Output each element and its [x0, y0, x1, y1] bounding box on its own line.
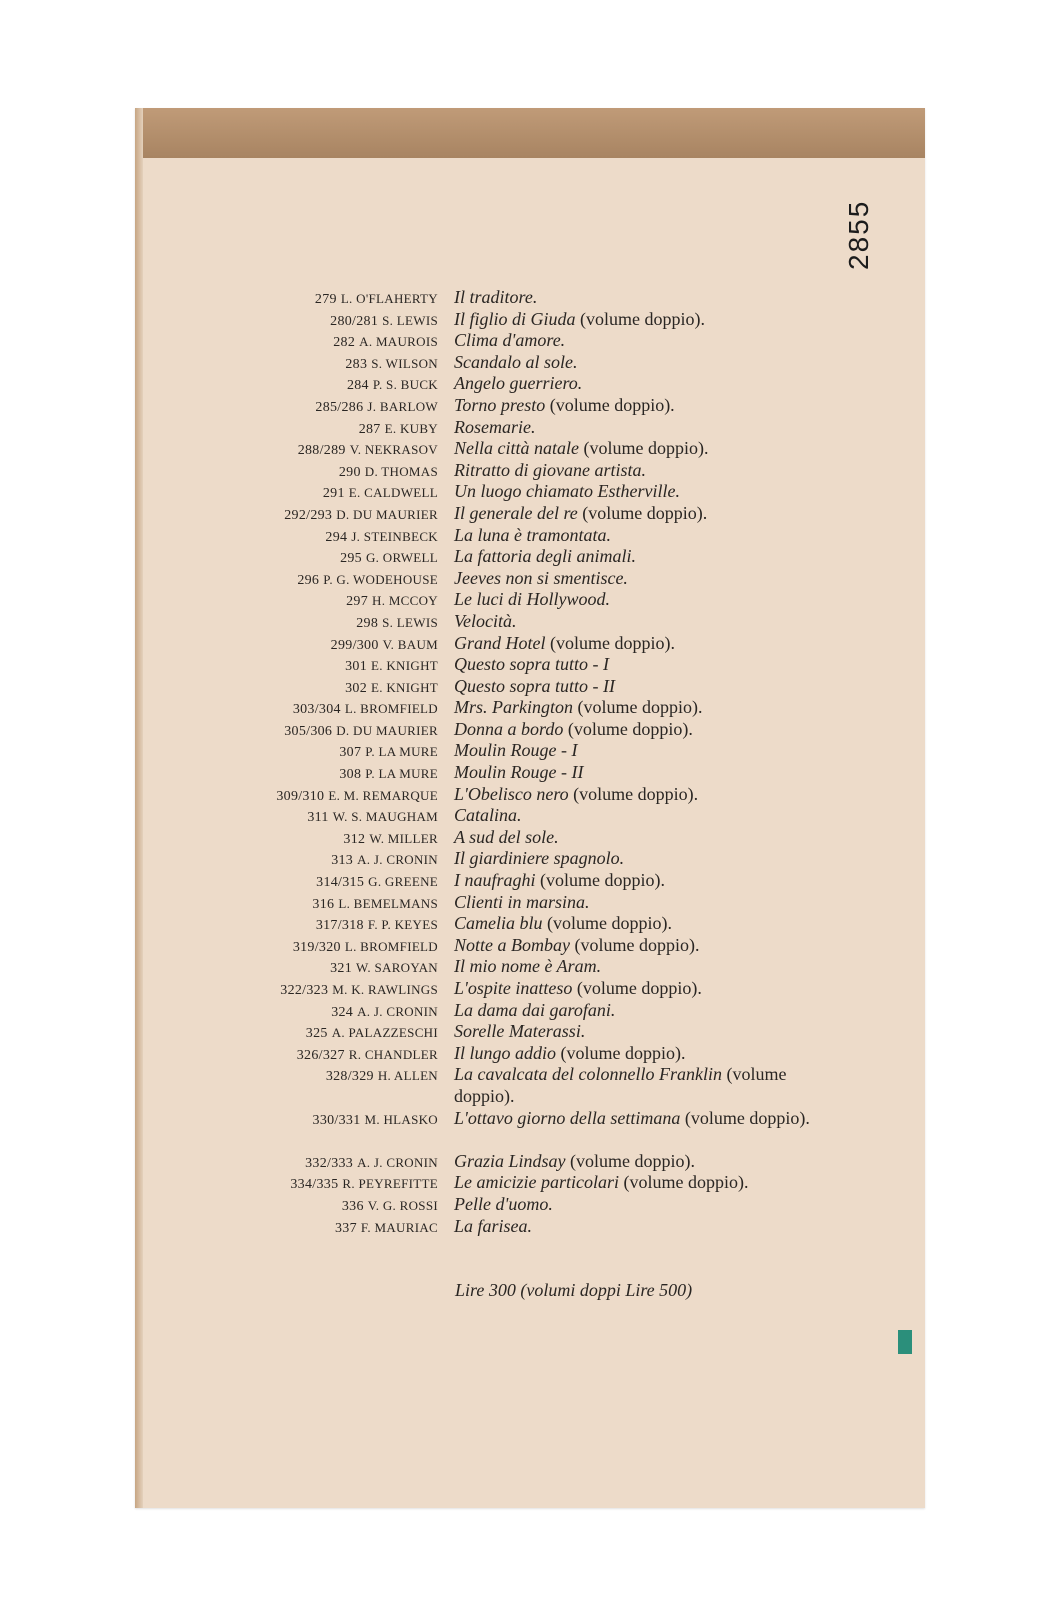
- entry-author: E. CALDWELL: [348, 485, 438, 501]
- entry-number-author: [0, 680, 438, 697]
- entry-number-author: [0, 550, 438, 567]
- entry-title-block: [454, 719, 834, 741]
- entry-author: W. MILLER: [369, 830, 438, 846]
- list-item: [0, 1151, 1054, 1173]
- entry-author: V. BAUM: [382, 636, 438, 652]
- entry-note: (volume doppio).: [582, 502, 708, 523]
- entry-note: (volume doppio).: [684, 1107, 810, 1128]
- entry-title: Le amicizie particolari: [454, 1172, 619, 1193]
- entry-number: 287: [358, 421, 381, 437]
- entry-number: 305/306: [284, 723, 333, 739]
- entry-author: F. P. KEYES: [367, 917, 438, 933]
- entry-number-author: [0, 421, 438, 438]
- entry-title-block: [454, 503, 834, 525]
- entry-author: E. KUBY: [384, 420, 438, 436]
- list-item: [0, 1000, 1054, 1022]
- list-item: [0, 1043, 1054, 1065]
- entry-number: 282: [333, 335, 356, 351]
- entry-number: 294: [325, 529, 348, 545]
- list-item: [0, 1172, 1054, 1194]
- entry-number-author: [0, 507, 438, 524]
- entry-title-block: [454, 1021, 834, 1043]
- entry-number: 326/327: [296, 1047, 345, 1063]
- entry-author: A. J. CRONIN: [357, 852, 438, 868]
- entry-note: (volume doppio).: [454, 1064, 787, 1106]
- entry-author: W. SAROYAN: [356, 960, 438, 976]
- entry-note: (volume doppio).: [567, 718, 693, 739]
- entry-title: Il giardiniere spagnolo.: [454, 848, 625, 869]
- entry-number: 322/323: [280, 983, 329, 998]
- list-item: [0, 1216, 1054, 1238]
- entry-number-author: [0, 1220, 438, 1237]
- entry-number-author: [0, 766, 438, 783]
- entry-author: S. LEWIS: [382, 312, 438, 328]
- entry-title-block: [454, 309, 834, 331]
- entry-number: 302: [345, 680, 368, 696]
- list-item: [0, 848, 1054, 870]
- entry-number-author: [0, 485, 438, 502]
- entry-title-block: [454, 1000, 834, 1022]
- list-item: [0, 913, 1054, 935]
- list-item: [0, 1194, 1054, 1216]
- entry-title-block: [454, 633, 834, 655]
- entry-author: J. STEINBECK: [351, 528, 438, 544]
- entry-title: Il figlio di Giuda: [454, 308, 576, 329]
- entry-number: 297: [346, 594, 369, 610]
- entry-title: Catalina.: [454, 805, 522, 826]
- entry-title: Donna a bordo: [454, 718, 564, 739]
- entry-number-author: [0, 615, 438, 632]
- entry-title-block: [454, 373, 834, 395]
- entry-title-block: [454, 568, 834, 590]
- entry-number: 279: [314, 292, 337, 307]
- entry-title: Grazia Lindsay: [454, 1150, 566, 1171]
- entry-note: (volume doppio).: [547, 913, 672, 934]
- entry-note: (volume doppio).: [540, 870, 665, 891]
- entry-author: A. MAUROIS: [359, 334, 438, 350]
- entry-author: A. PALAZZESCHI: [331, 1025, 438, 1041]
- list-item: [0, 1021, 1054, 1043]
- list-item: [0, 697, 1054, 719]
- entry-number: 292/293: [284, 507, 333, 523]
- entry-title: Il traditore.: [454, 287, 538, 307]
- entry-number-author: [0, 831, 438, 848]
- entry-author: D. DU MAURIER: [336, 722, 438, 738]
- color-marker: [898, 1330, 912, 1354]
- entry-author: W. S. MAUGHAM: [332, 809, 438, 825]
- entry-number: 308: [339, 767, 362, 783]
- entry-title-block: [454, 438, 834, 460]
- entry-title-block: [454, 978, 834, 1000]
- entry-title-block: [454, 1172, 834, 1194]
- entry-number-author: [0, 1198, 438, 1215]
- entry-author: P. S. BUCK: [372, 377, 438, 393]
- entry-number: 332/333: [305, 1155, 354, 1171]
- list-item: [0, 460, 1054, 482]
- entry-number-author: [0, 1176, 438, 1193]
- entry-title: La cavalcata del colonnello Franklin: [454, 1064, 722, 1085]
- entry-number-author: [0, 1155, 438, 1172]
- entry-title-block: [454, 827, 834, 849]
- entry-number: 299/300: [330, 637, 379, 653]
- entry-number: 311: [307, 810, 329, 826]
- entry-author: P. LA MURE: [365, 744, 438, 760]
- entry-title-block: [454, 460, 834, 482]
- entry-number-author: [0, 593, 438, 610]
- entry-number: 312: [343, 831, 366, 847]
- entry-title-block: [454, 848, 834, 870]
- entry-number-author: [0, 572, 438, 589]
- list-item: [0, 309, 1054, 331]
- entry-title: L'ottavo giorno della settimana: [454, 1107, 681, 1128]
- entry-author: A. J. CRONIN: [357, 1154, 438, 1170]
- entry-number: 325: [305, 1026, 328, 1042]
- entry-title: I naufraghi: [454, 870, 536, 891]
- entry-title-block: [454, 546, 834, 568]
- entry-number-author: [0, 1068, 438, 1085]
- entry-title: Mrs. Parkington: [454, 697, 573, 718]
- entry-title-block: [454, 1194, 834, 1216]
- entry-author: V. G. ROSSI: [367, 1197, 438, 1213]
- entry-title: Scandalo al sole.: [454, 351, 578, 372]
- entry-author: J. BARLOW: [367, 398, 438, 414]
- entry-note: (volume doppio).: [560, 1042, 686, 1063]
- entry-number-author: [0, 874, 438, 891]
- entry-author: R. CHANDLER: [348, 1046, 438, 1062]
- entry-note: (volume doppio).: [573, 783, 699, 804]
- entry-title-block: [454, 589, 834, 611]
- entry-note: (volume doppio).: [583, 438, 709, 459]
- list-item: [0, 784, 1054, 806]
- entry-title-block: [454, 935, 834, 957]
- entry-title: Angelo guerriero.: [454, 373, 583, 394]
- entry-title-block: [454, 611, 834, 633]
- entry-title-block: [454, 1108, 834, 1130]
- entry-author: L. BEMELMANS: [338, 895, 438, 911]
- list-item: [0, 654, 1054, 676]
- entry-author: H. ALLEN: [377, 1068, 438, 1084]
- entry-title-block: [454, 740, 834, 762]
- list-item: [0, 827, 1054, 849]
- entry-number-author: [0, 917, 438, 934]
- entry-number: 330/331: [312, 1112, 361, 1128]
- entry-title: Il lungo addio: [454, 1042, 556, 1063]
- entry-number-author: [0, 399, 438, 416]
- entry-title: L'ospite inatteso: [454, 978, 573, 998]
- list-item: [0, 805, 1054, 827]
- entry-number: 295: [340, 551, 362, 567]
- list-item: [0, 719, 1054, 741]
- entry-number-author: [0, 334, 438, 351]
- entry-title: Il generale del re: [454, 502, 578, 523]
- entry-number: 303/304: [292, 702, 341, 718]
- entry-author: E. KNIGHT: [371, 679, 438, 695]
- list-item: [0, 633, 1054, 655]
- list-item: [0, 892, 1054, 914]
- entry-note: (volume doppio).: [576, 978, 702, 998]
- entry-number-author: [0, 637, 438, 654]
- entry-number: 309/310: [276, 788, 325, 804]
- entry-title: Questo sopra tutto - I: [454, 654, 609, 675]
- entry-author: G. GREENE: [368, 874, 438, 890]
- entry-title: Clima d'amore.: [454, 330, 566, 351]
- entry-number-author: [0, 982, 438, 999]
- entry-author: D. THOMAS: [364, 463, 438, 479]
- list-item: [0, 417, 1054, 439]
- list-item: [0, 503, 1054, 525]
- entry-author: L. BROMFIELD: [344, 938, 438, 954]
- entry-title-block: [454, 481, 834, 503]
- list-item: [0, 373, 1054, 395]
- entry-number-author: [0, 442, 438, 459]
- entry-author: L. O'FLAHERTY: [340, 291, 438, 306]
- entry-number: 290: [338, 464, 361, 480]
- entry-number: 307: [339, 745, 362, 761]
- entry-number: 301: [345, 659, 368, 675]
- entry-title: Moulin Rouge - I: [454, 740, 578, 761]
- list-item: [0, 287, 1054, 309]
- list-item: [0, 740, 1054, 762]
- entry-number: 317/318: [315, 918, 364, 934]
- entry-title-block: [454, 805, 834, 827]
- entry-title-block: [454, 395, 834, 417]
- list-item: [0, 676, 1054, 698]
- entry-author: H. MCCOY: [372, 593, 438, 609]
- list-item: [0, 956, 1054, 978]
- entry-number-author: [0, 701, 438, 718]
- list-item: [0, 978, 1054, 1000]
- entry-author: P. G. WODEHOUSE: [323, 571, 438, 587]
- entry-note: (volume doppio).: [577, 697, 703, 718]
- entry-author: S. WILSON: [371, 355, 438, 371]
- entry-number: 296: [297, 572, 320, 588]
- entry-title-block: [454, 784, 834, 806]
- entry-title: La farisea.: [454, 1215, 533, 1236]
- entry-title-block: [454, 676, 834, 698]
- entry-title-block: [454, 956, 834, 978]
- entry-number-author: [0, 1047, 438, 1064]
- entry-author: E. M. REMARQUE: [328, 787, 438, 803]
- entry-number-author: [0, 1112, 438, 1129]
- entry-number: 336: [341, 1198, 364, 1214]
- entry-title: Pelle d'uomo.: [454, 1193, 553, 1214]
- entry-author: F. MAURIAC: [360, 1219, 438, 1235]
- entry-title: Le luci di Hollywood.: [454, 589, 610, 610]
- entry-title: Jeeves non si smentisce.: [454, 567, 628, 588]
- page-top-edge: [135, 108, 925, 158]
- entry-number-author: [0, 744, 438, 761]
- list-item: [0, 352, 1054, 374]
- list-item: [0, 481, 1054, 503]
- entry-title: Un luogo chiamato Estherville.: [454, 481, 680, 502]
- entry-author: V. NEKRASOV: [349, 442, 438, 458]
- entry-title: La fattoria degli animali.: [454, 546, 637, 567]
- entry-title-block: [454, 352, 834, 374]
- entry-number-author: [0, 723, 438, 740]
- entry-title: Grand Hotel: [454, 632, 546, 653]
- entry-number-author: [0, 529, 438, 546]
- entry-number: 319/320: [292, 939, 341, 955]
- entry-number-author: [0, 658, 438, 675]
- entry-title: Torno presto: [454, 394, 546, 415]
- entry-title: A sud del sole.: [454, 826, 559, 847]
- entry-number-author: [0, 377, 438, 394]
- entry-title-block: [454, 762, 834, 784]
- entry-number-author: [0, 313, 438, 330]
- entry-title: Moulin Rouge - II: [454, 762, 584, 783]
- entry-number: 316: [312, 896, 335, 912]
- entry-number: 284: [346, 378, 369, 394]
- entry-author: M. K. RAWLINGS: [332, 982, 438, 997]
- list-item: [0, 1064, 1054, 1107]
- entry-title: Notte a Bombay: [454, 934, 570, 955]
- entry-number: 313: [331, 853, 354, 869]
- list-item: [0, 762, 1054, 784]
- catalog-number: 2855: [843, 199, 874, 270]
- entry-author: S. LEWIS: [382, 614, 438, 630]
- entry-title: Sorelle Materassi.: [454, 1021, 586, 1042]
- entry-number-author: [0, 896, 438, 913]
- entry-note: (volume doppio).: [580, 308, 705, 329]
- entry-title: Camelia blu: [454, 913, 543, 934]
- entry-author: D. DU MAURIER: [336, 506, 438, 522]
- entry-title-block: [454, 525, 834, 547]
- entry-title-block: [454, 1151, 834, 1173]
- entry-note: (volume doppio).: [623, 1172, 749, 1193]
- entry-author: A. J. CRONIN: [357, 1003, 438, 1019]
- entry-number: 291: [322, 486, 345, 502]
- entry-author: E. KNIGHT: [371, 658, 438, 674]
- entry-title: L'Obelisco nero: [454, 783, 569, 804]
- title-list: [0, 287, 1054, 1237]
- entry-title: Il mio nome è Aram.: [454, 956, 602, 977]
- entry-note: (volume doppio).: [550, 632, 675, 653]
- list-item: [0, 611, 1054, 633]
- entry-author: M. HLASKO: [364, 1111, 438, 1127]
- entry-number-author: [0, 809, 438, 826]
- entry-title-block: [454, 892, 834, 914]
- list-item: [0, 330, 1054, 352]
- entry-title: La dama dai garofani.: [454, 999, 616, 1020]
- list-item: [0, 438, 1054, 460]
- entry-number-author: [0, 464, 438, 481]
- entry-title: Ritratto di giovane artista.: [454, 459, 646, 480]
- entry-number-author: [0, 1004, 438, 1021]
- entry-note: (volume doppio).: [574, 934, 700, 955]
- entry-number: 321: [330, 961, 353, 977]
- entry-title: Velocità.: [454, 610, 517, 631]
- entry-title-block: [454, 417, 834, 439]
- entry-title: Questo sopra tutto - II: [454, 675, 615, 696]
- entry-title-block: [454, 287, 834, 309]
- entry-note: (volume doppio).: [549, 394, 675, 415]
- entry-number: 283: [345, 356, 368, 372]
- entry-number-author: [0, 356, 438, 373]
- entry-number: 288/289: [297, 443, 346, 459]
- entry-number: 328/329: [325, 1069, 374, 1085]
- list-item: [0, 568, 1054, 590]
- list-item: [0, 546, 1054, 568]
- price-note: Lire 300 (volumi doppi Lire 500): [455, 1280, 693, 1300]
- entry-number-author: [0, 960, 438, 977]
- entry-title-block: [454, 330, 834, 352]
- entry-title-block: [454, 913, 834, 935]
- entry-number-author: [0, 1025, 438, 1042]
- entry-number-author: [0, 852, 438, 869]
- entry-title: Nella città natale: [454, 438, 579, 459]
- list-item: [0, 870, 1054, 892]
- entry-title: La luna è tramontata.: [454, 524, 612, 545]
- list-item: [0, 935, 1054, 957]
- entry-number: 324: [331, 1004, 354, 1020]
- entry-author: G. ORWELL: [365, 550, 438, 566]
- entry-number: 285/286: [315, 399, 364, 415]
- entry-author: R. PEYREFITTE: [342, 1176, 438, 1192]
- entry-author: P. LA MURE: [365, 766, 438, 782]
- entry-number-author: [0, 939, 438, 956]
- list-item: [0, 1108, 1054, 1151]
- entry-number: 298: [356, 615, 379, 631]
- entry-title-block: [454, 1043, 834, 1065]
- entry-number: 280/281: [330, 313, 379, 329]
- entry-number-author: [0, 788, 438, 805]
- list-item: [0, 525, 1054, 547]
- entry-note: (volume doppio).: [570, 1150, 695, 1171]
- entry-title-block: [454, 697, 834, 719]
- entry-author: L. BROMFIELD: [344, 701, 438, 717]
- entry-title: Clienti in marsina.: [454, 891, 590, 912]
- entry-number: 334/335: [290, 1177, 339, 1193]
- entry-title-block: [454, 1216, 834, 1238]
- list-item: [0, 589, 1054, 611]
- entry-title-block: [454, 870, 834, 892]
- entry-title-block: [454, 654, 834, 676]
- entry-title: Rosemarie.: [454, 416, 536, 437]
- entry-number: 314/315: [316, 875, 365, 891]
- list-item: [0, 395, 1054, 417]
- entry-number: 337: [335, 1220, 357, 1236]
- entry-title-block: [454, 1064, 834, 1107]
- entry-number-author: [0, 291, 438, 308]
